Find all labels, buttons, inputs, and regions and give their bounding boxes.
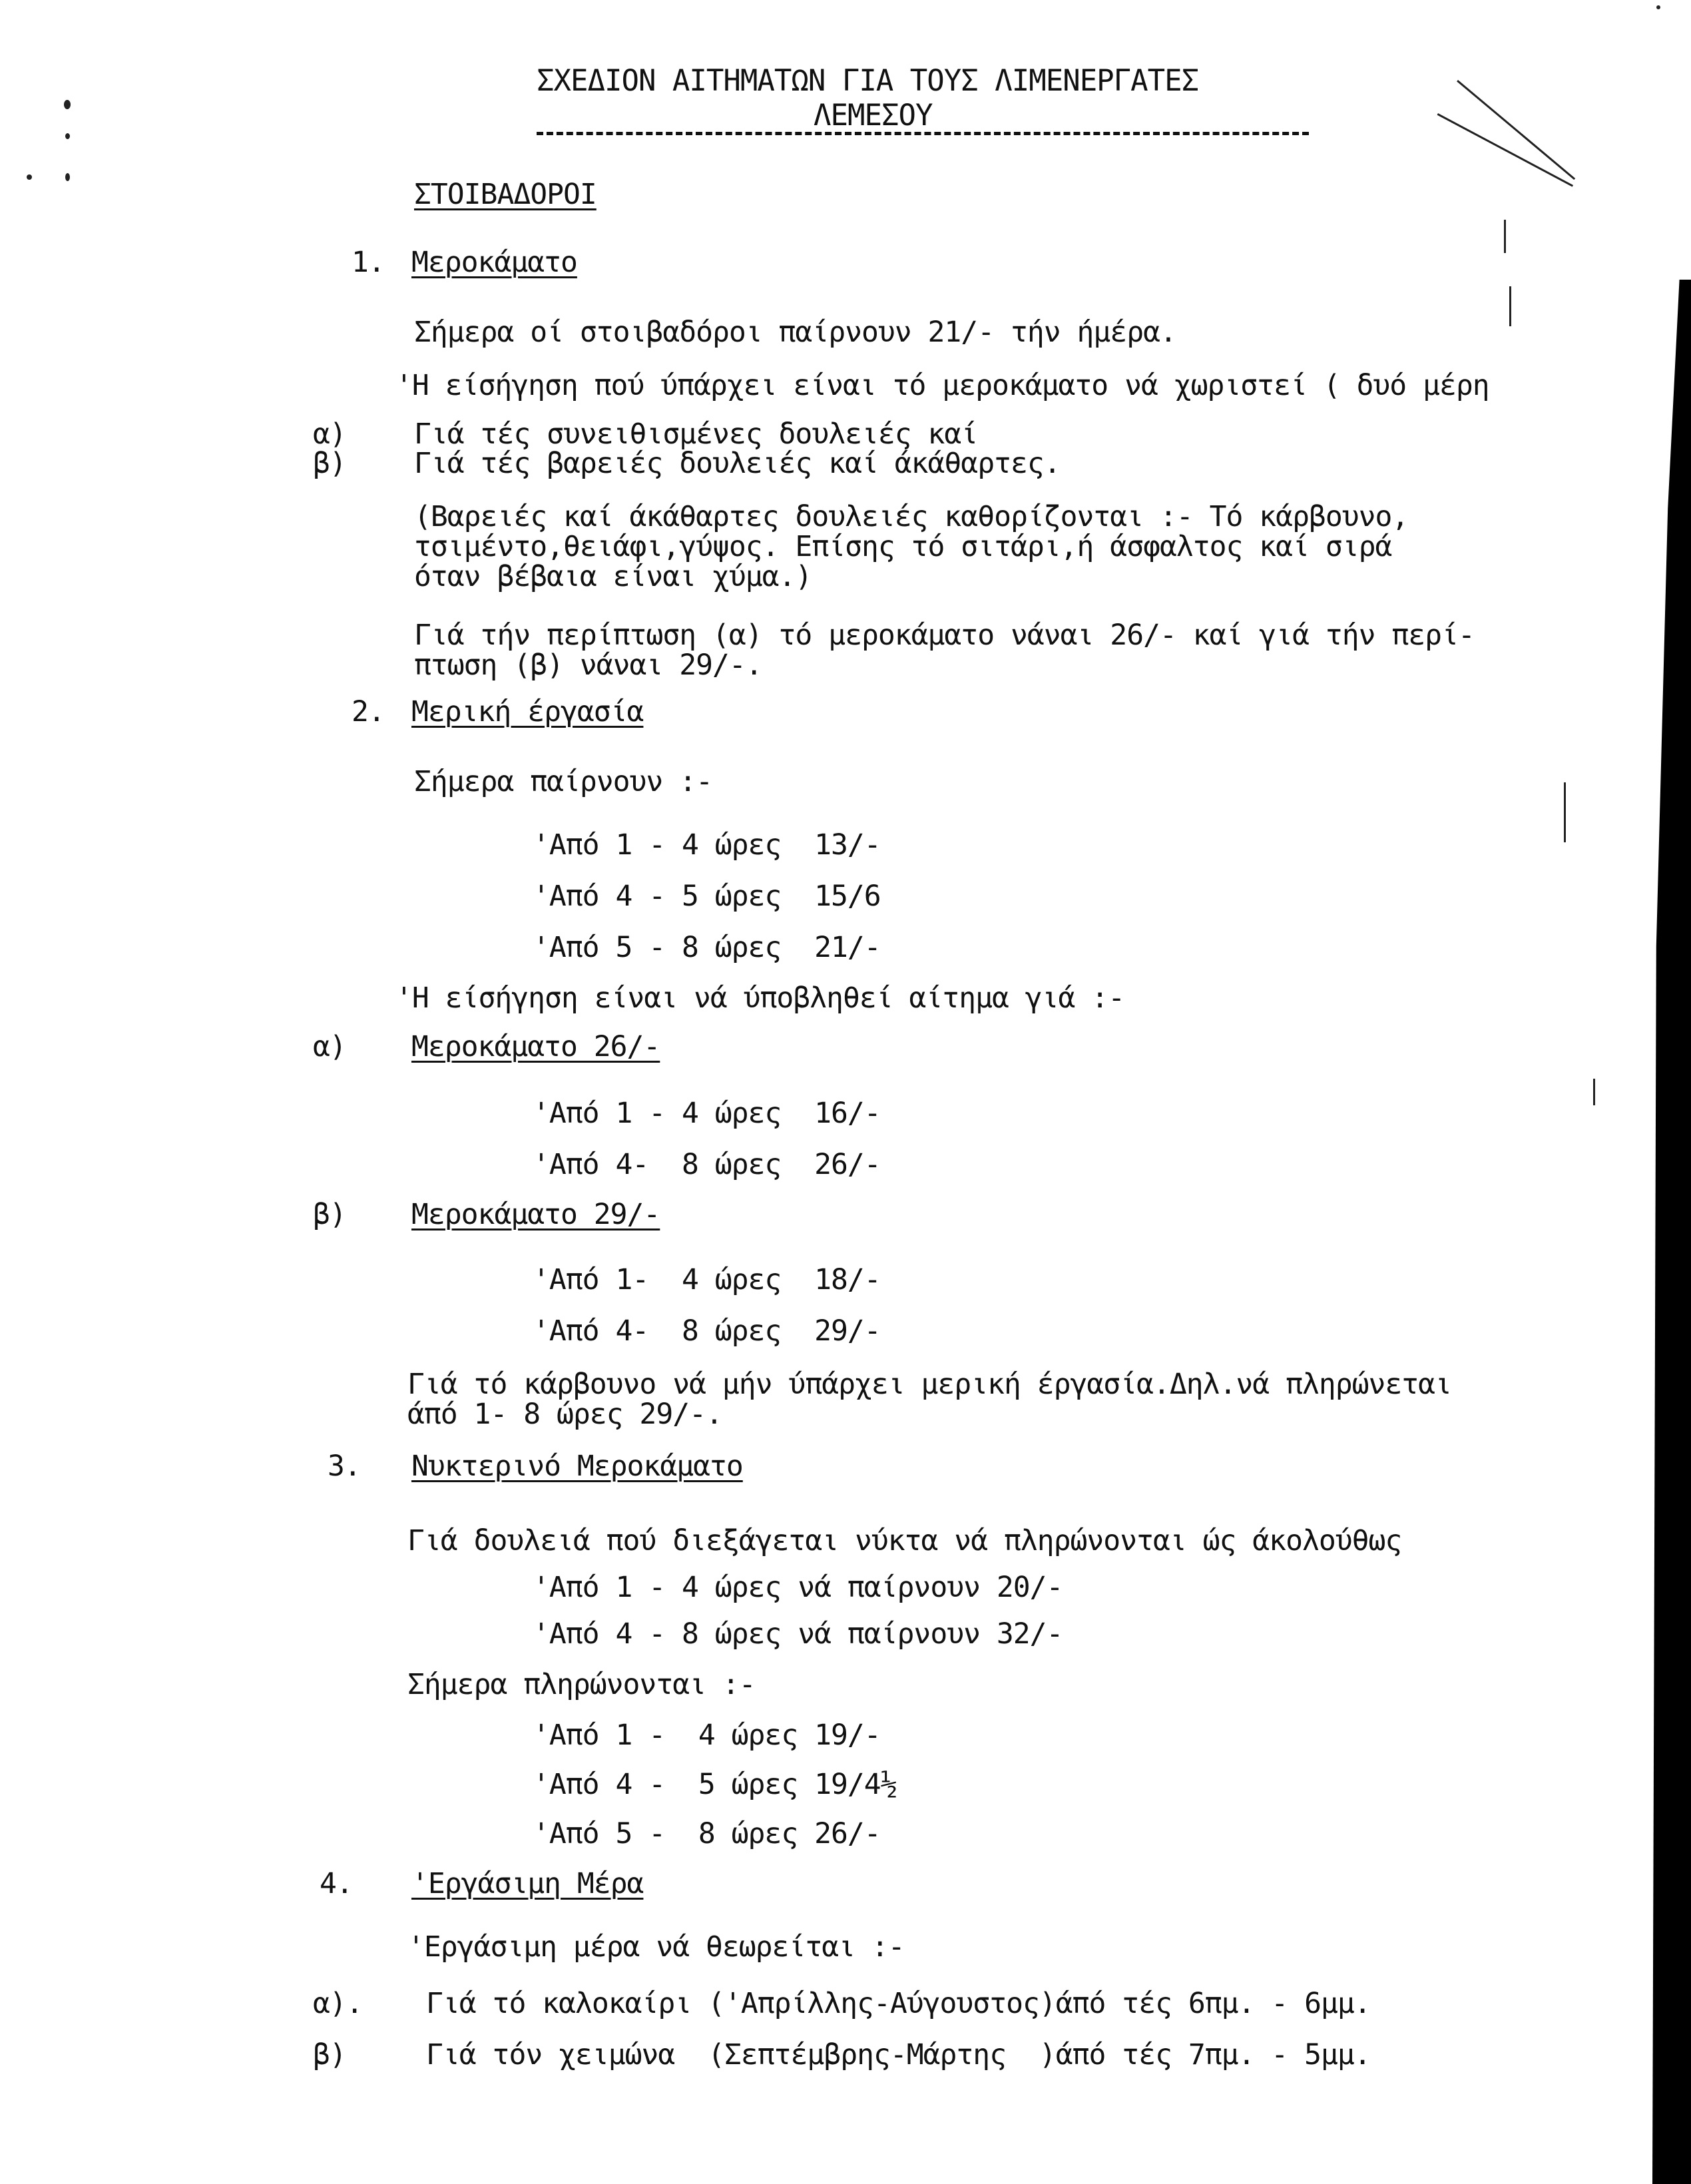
rate-line: 'Από 4 - 5 ώρες 15/6	[533, 880, 881, 913]
rate-line: 'Από 4- 8 ώρες 26/-	[533, 1148, 881, 1181]
paragraph: Σήμερα πληρώνονται :-	[407, 1668, 756, 1701]
paragraph-line: Γιά τήν περίπτωση (α) τό μεροκάματο νάναι 26/- καί γιά τήν περί-	[414, 619, 1475, 652]
document-title: ΣΧΕΔΙΟΝ ΑΙΤΗΜΑΤΩΝ ΓΙΑ ΤΟΥΣ ΛΙΜΕΝΕΡΓΑΤΕΣ	[537, 64, 1199, 98]
list-label: α)	[313, 1030, 346, 1063]
rate-line: 'Από 5 - 8 ώρες 26/-	[533, 1817, 881, 1850]
paragraph: 'Εργάσιμη μέρα νά θεωρείται :-	[407, 1930, 905, 1964]
paragraph: 'Η είσήγηση πού ύπάρχει είναι τό μεροκάματο νά χωριστεί ( δυό μέρη	[395, 369, 1489, 402]
scan-speck	[65, 173, 70, 181]
scan-streak	[1457, 80, 1575, 180]
rate-line: 'Από 1 - 4 ώρες 13/-	[533, 828, 881, 862]
item-number: 3.	[328, 1450, 361, 1483]
paragraph-line: Γιά τό κάρβουνο νά μήν ύπάρχει μερική έργασία.Δηλ.νά πληρώνεται	[407, 1368, 1451, 1401]
list-text: Γιά τό καλοκαίρι ('Απρίλλης-Αύγουστος)άπό τές 6πμ. - 6μμ.	[426, 1987, 1371, 2020]
subheading: Μεροκάματο 26/-	[411, 1030, 660, 1063]
scan-shadow-edge	[1652, 280, 1691, 2184]
scan-tick	[1593, 1079, 1595, 1105]
list-label: α).	[313, 1987, 363, 2020]
rate-line: 'Από 1 - 4 ώρες 16/-	[533, 1097, 881, 1130]
document-subtitle: ΛΕΜΕΣΟΥ	[814, 99, 933, 133]
item-heading: Νυκτερινό Μεροκάματο	[411, 1450, 743, 1483]
rate-line: 'Από 1 - 4 ώρες νά παίρνουν 20/-	[533, 1571, 1063, 1604]
rate-line: 'Από 1 - 4 ώρες 19/-	[533, 1719, 881, 1752]
item-number: 2.	[352, 695, 385, 728]
paragraph-line: πτωση (β) νάναι 29/-.	[414, 649, 762, 682]
scan-streak	[1437, 113, 1573, 187]
scan-tick	[1504, 220, 1506, 253]
list-label: α)	[313, 417, 346, 451]
title-rule	[537, 132, 1309, 135]
rate-line: 'Από 1- 4 ώρες 18/-	[533, 1263, 881, 1296]
list-label: β)	[313, 1198, 346, 1231]
paragraph-line: τσιμέντο,θειάφι,γύψος. Επίσης τό σιτάρι,ή άσφαλτος καί σιρά	[414, 530, 1392, 563]
scan-speck	[64, 100, 71, 109]
paragraph: Γιά δουλειά πού διεξάγεται νύκτα νά πληρώνονται ώς άκολούθως	[407, 1524, 1402, 1557]
scan-tick	[1509, 286, 1511, 326]
list-text: Γιά τές βαρειές δουλειές καί άκάθαρτες.	[414, 447, 1061, 480]
paragraph-line: όταν βέβαια είναι χύμα.)	[414, 560, 812, 593]
list-text: Γιά τόν χειμώνα (Σεπτέμβρης-Μάρτης )άπό τές 7πμ. - 5μμ.	[426, 2038, 1371, 2071]
rate-line: 'Από 5 - 8 ώρες 21/-	[533, 931, 881, 964]
item-heading: Μεροκάματο	[411, 246, 577, 279]
item-heading: 'Εργάσιμη Μέρα	[411, 1867, 644, 1900]
section-heading: ΣΤΟΙΒΑΔΟΡΟΙ	[414, 178, 597, 211]
paragraph: 'Η είσήγηση είναι νά ύποβληθεί αίτημα γιά :-	[395, 981, 1125, 1015]
scan-speck	[1656, 5, 1660, 9]
paragraph-line: (Βαρειές καί άκάθαρτες δουλειές καθορίζονται :- Τό κάρβουνο,	[414, 500, 1409, 533]
rate-line: 'Από 4 - 5 ώρες 19/4½	[533, 1768, 897, 1801]
paragraph-line: άπό 1- 8 ώρες 29/-.	[407, 1398, 722, 1431]
rate-line: 'Από 4 - 8 ώρες νά παίρνουν 32/-	[533, 1617, 1063, 1651]
paragraph: Σήμερα οί στοιβαδόροι παίρνουν 21/- τήν ήμέρα.	[414, 316, 1176, 349]
subheading: Μεροκάματο 29/-	[411, 1198, 660, 1231]
list-label: β)	[313, 2038, 346, 2071]
scan-tick	[1564, 782, 1566, 842]
item-number: 1.	[352, 246, 385, 279]
scan-speck	[65, 133, 70, 139]
paragraph: Σήμερα παίρνουν :-	[414, 765, 712, 798]
list-label: β)	[313, 447, 346, 480]
scan-speck	[27, 174, 32, 180]
item-number: 4.	[320, 1867, 353, 1900]
list-text: Γιά τές συνειθισμένες δουλειές καί	[414, 417, 978, 451]
item-heading: Μερική έργασία	[411, 695, 644, 728]
rate-line: 'Από 4- 8 ώρες 29/-	[533, 1314, 881, 1348]
